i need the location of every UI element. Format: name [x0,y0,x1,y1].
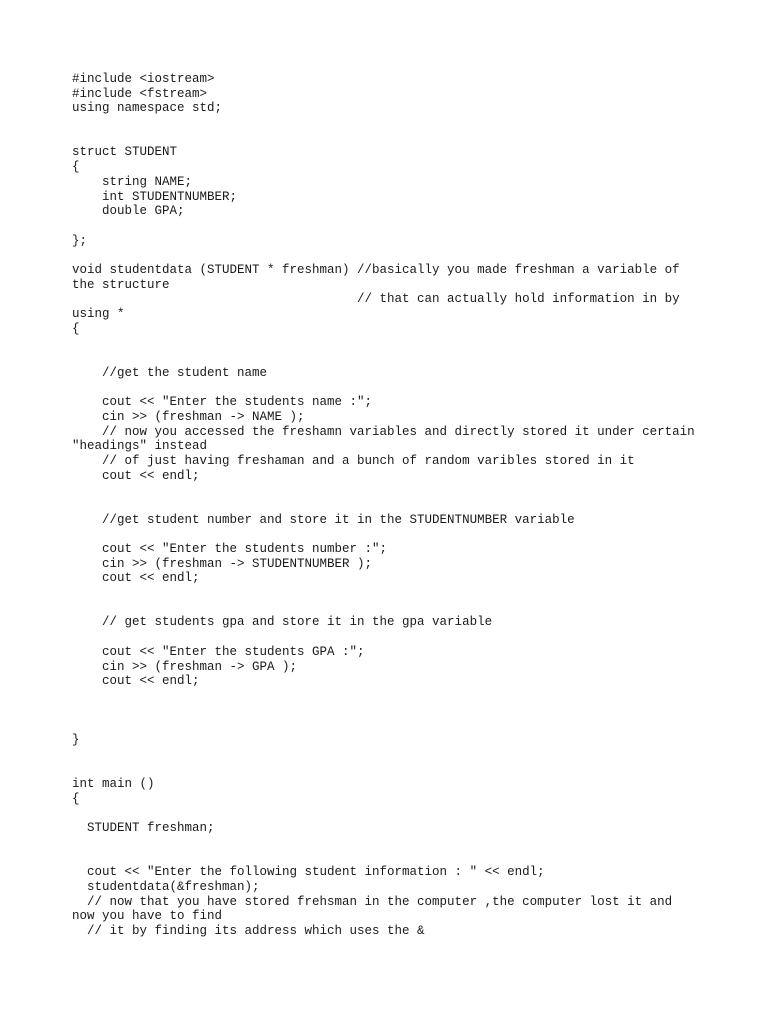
code-line: cin >> (freshman -> NAME ); [72,409,305,424]
code-line [72,704,722,719]
code-line: cin >> (freshman -> GPA ); [72,659,298,674]
code-line: cin >> (freshman -> STUDENTNUMBER ); [72,556,373,571]
code-line: int STUDENTNUMBER; [72,189,238,204]
code-line: { [72,321,80,336]
code-line: } [72,732,80,747]
code-line: cout << endl; [72,468,200,483]
code-line: // that can actually hold information in by [72,292,680,307]
code-line: // of just having freshaman and a bunch of random varibles stored in it [72,453,635,468]
code-line: string NAME; [72,174,193,189]
code-line [72,483,722,498]
code-line: // now that you have stored frehsman in the computer ,the computer lost it and [72,894,673,909]
code-line [72,380,722,395]
code-line [72,498,722,513]
code-line: { [72,160,80,175]
code-line: using * [72,307,125,321]
code-line: cout << endl; [72,674,200,689]
code-line: using namespace std; [72,101,223,116]
code-line [72,601,722,616]
code-line [72,748,722,763]
code-line: void studentdata (STUDENT * freshman) //basically you made freshman a variable of [72,262,680,277]
code-line: cout << endl; [72,571,200,586]
code-line: studentdata(&freshman); [72,879,260,894]
code-line: // now you accessed the freshamn variables and directly stored it under certain [72,424,695,439]
code-line: cout << "Enter the following student information : " << endl; [72,865,545,880]
code-line: double GPA; [72,204,185,219]
code-line: // it by finding its address which uses the & [72,923,425,938]
code-line: the structure [72,277,170,292]
code-line: #include <iostream> [72,72,215,86]
code-line [72,836,722,851]
code-line [72,630,722,645]
code-line [72,586,722,601]
code-line: //get the student name [72,365,268,380]
code-line: cout << "Enter the students GPA :"; [72,644,365,659]
code-line: cout << "Enter the students number :"; [72,542,388,556]
code-line [72,219,722,234]
code-line [72,762,722,777]
code-line [72,351,722,366]
code-line: cout << "Enter the students name :"; [72,395,373,410]
code-line [72,689,722,704]
code-line: { [72,791,80,806]
code-line [72,248,722,263]
code-line [72,116,722,131]
code-line [72,718,722,733]
code-line: now you have to find [72,909,223,924]
code-line: // get students gpa and store it in the gpa variable [72,615,493,630]
code-line: //get student number and store it in the STUDENTNUMBER variable [72,512,575,527]
code-line [72,131,722,146]
code-line [72,336,722,351]
code-line [72,850,722,865]
code-line: "headings" instead [72,439,208,454]
code-line: int main () [72,777,155,791]
code-line: struct STUDENT [72,145,178,160]
code-line: STUDENT freshman; [72,821,215,836]
code-line [72,527,722,542]
code-line: #include <fstream> [72,86,208,101]
code-listing [72,72,722,939]
code-line [72,806,722,821]
code-line: }; [72,233,88,248]
